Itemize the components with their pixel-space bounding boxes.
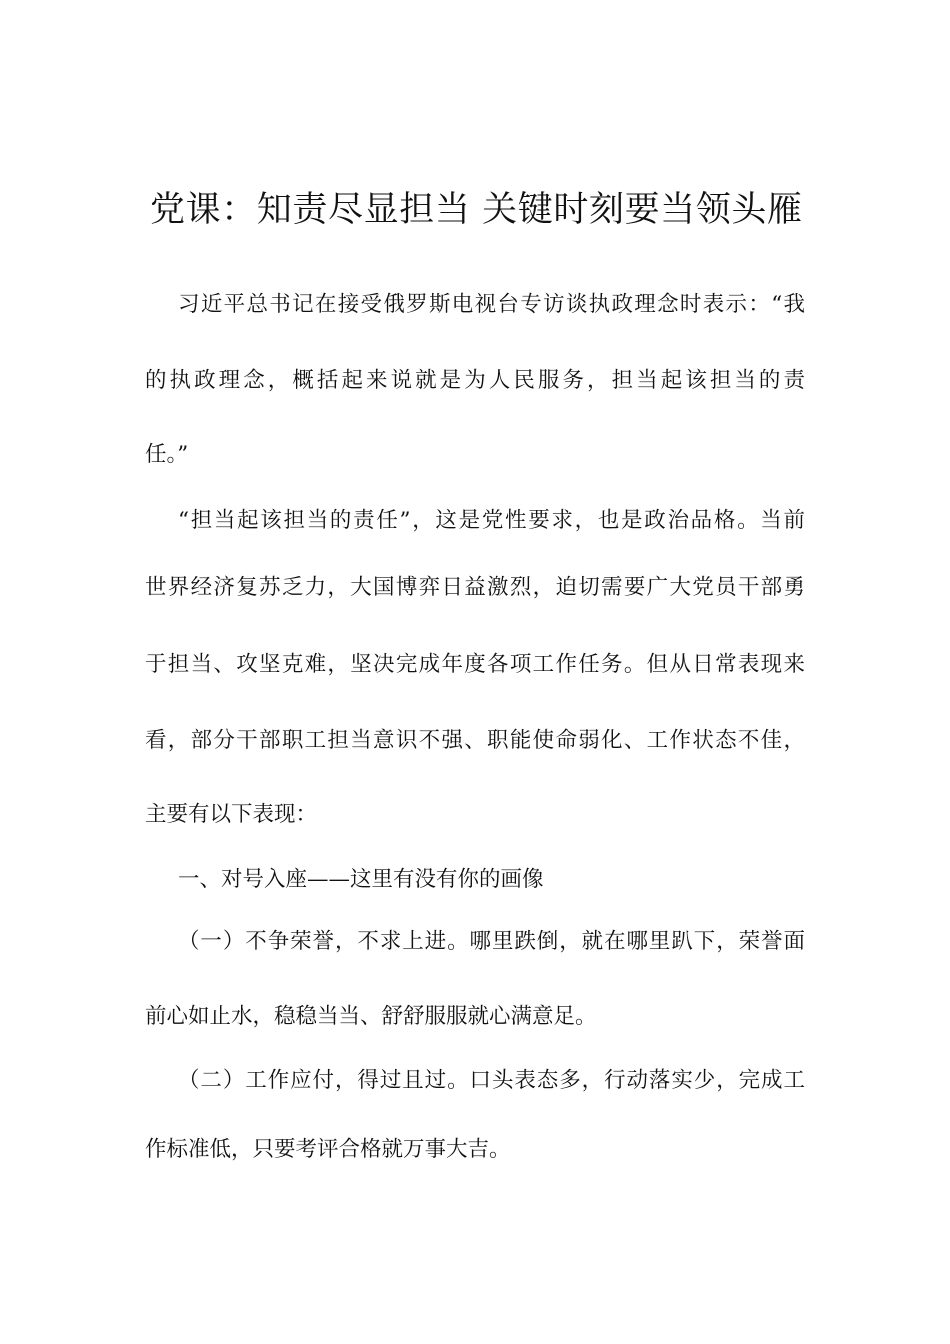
paragraph-line: 于担当、攻坚克难，坚决完成年度各项工作任务。但从日常表现来 — [145, 652, 805, 677]
paragraph-line: 前心如止水，稳稳当当、舒舒服服就心满意足。 — [145, 1004, 597, 1029]
section-heading: 一、对号入座——这里有没有你的画像 — [178, 867, 544, 892]
paragraph-line: 主要有以下表现： — [145, 802, 318, 827]
paragraph-line: （一）不争荣誉，不求上进。哪里跌倒，就在哪里趴下，荣誉面 — [178, 929, 805, 954]
paragraph-line: 的执政理念，概括起来说就是为人民服务，担当起该担当的责 — [145, 368, 805, 393]
document-title: 党课：知责尽显担当 关键时刻要当领头雁 — [150, 190, 802, 230]
paragraph-line: 习近平总书记在接受俄罗斯电视台专访谈执政理念时表示：“我 — [178, 292, 805, 317]
paragraph-line: 作标准低，只要考评合格就万事大吉。 — [145, 1137, 511, 1162]
paragraph-line: “担当起该担当的责任”，这是党性要求，也是政治品格。当前 — [178, 508, 805, 533]
paragraph-line: 看，部分干部职工担当意识不强、职能使命弱化、工作状态不佳， — [145, 728, 805, 753]
paragraph-line: （二）工作应付，得过且过。口头表态多，行动落实少，完成工 — [178, 1068, 805, 1093]
paragraph-line: 任。” — [145, 442, 189, 467]
paragraph-line: 世界经济复苏乏力，大国博弈日益激烈，迫切需要广大党员干部勇 — [145, 575, 805, 600]
